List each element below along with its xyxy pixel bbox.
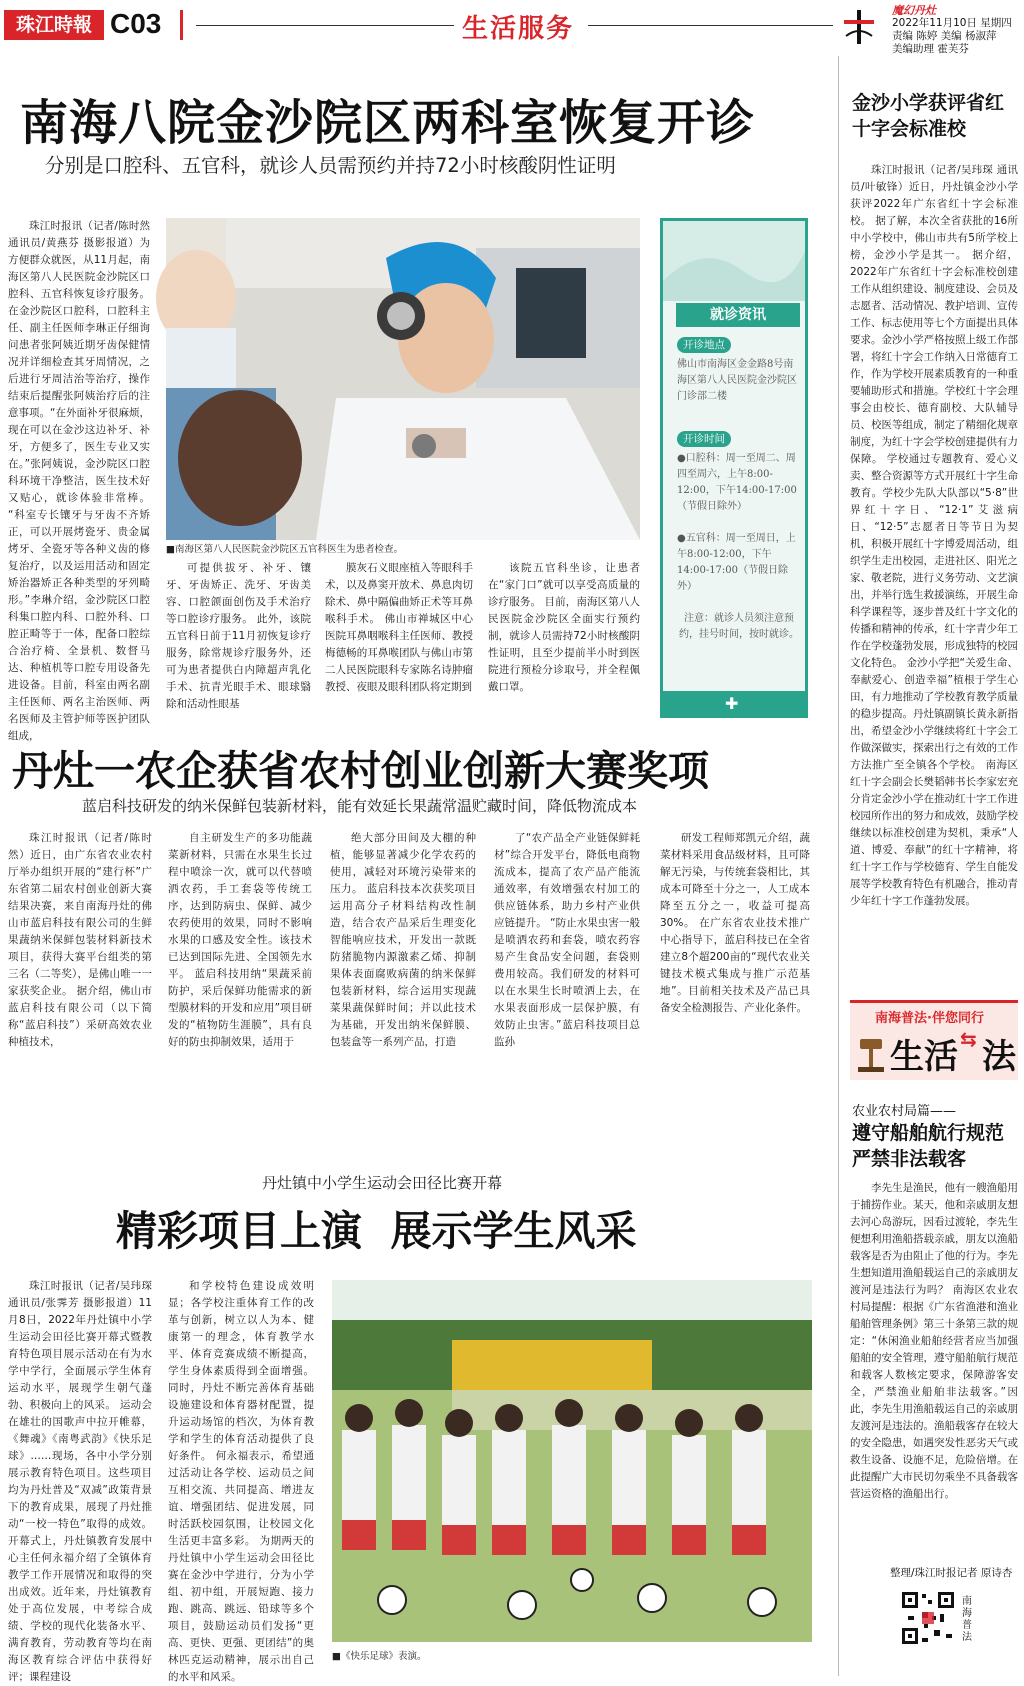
law-text: 李先生是渔民，他有一艘渔船用于捕捞作业。某天，他和亲戚朋友想去河心岛游玩，因看过渡轮，李先生便想利用渔船搭载亲戚，朋友以渔船载客是否为由阻止了他的行为。李先生想知道用渔船载运自己的亲戚朋友渡河是违法行为吗？ 南海区农业农村局提醒：根据《广东省渔港和渔业船舶管理条例》第三十条第三款的规定：“休闲渔业船舶经营者应当加强船舶的安全管理，遵守船舶航行规范和载客人数核定要求，保障游客安全，严禁渔业船舶非法载客。”因此，李先生用渔船载运自己的亲戚朋友渡河是违法的。渔船载客存在较大的安全隐患，如遇突发性恶劣天气或救生设备、设施不足，危险倍增。在此提醒广大市民切勿乘坐不具备载客营运资格的渔船出行。 <box>850 1182 1018 1500</box>
newspaper-logo: 珠江時報 <box>4 10 104 40</box>
masthead <box>0 0 1024 55</box>
law-banner <box>850 1000 1018 1080</box>
article3-column-2 <box>168 1278 314 1683</box>
assistant-credit: 美编助理 霍芙芬 <box>892 43 969 55</box>
qr-code-icon[interactable] <box>900 1590 956 1646</box>
article1-column-4 <box>488 560 640 720</box>
article2-column-3 <box>330 830 476 1075</box>
law-headline-box <box>852 1120 1017 1172</box>
gavel-icon <box>856 1033 886 1073</box>
article1-subheadline: 分别是口腔科、五官科，就诊人员需预约并持72小时核酸阴性证明 <box>45 154 616 177</box>
right-news-text: 珠江时报讯（记者/吴玮琛 通讯员/叶敏锋）近日，丹灶镇金沙小学获评2022年广东省红十字会标准校。 据了解，本次全省获批的16所中小学校中，佛山市共有5所学校上榜，金沙小学是其一。 据介绍，2022年广东省红十字会标准校创建工作从组织建设、制度建设、会员及志愿者、活动情况、教护培训、宣传工作、标志使用等七个方面提出具体要求。金沙小学严格按照上级工作部署，将红十字会工作纳入日常德育工作，作为学校开展素质教育的一种重要辅助形式和措施。学校红十字会理事会由校长、德育副校、大队辅导员、校医等组成，制定了精细化规章制度，为红十字会学校创建提供有力保障。 学校通过专题教育、爱心义卖、整合资源等方式开展红十字生命教育。学校少先队大队部以“5·8”世界红十字日、“12·1”艾滋病日、“12·5”志愿者日等节日为契机，积极开展红十字博爱周活动，组织学生走出校园，走进社区、阳光之家、敬老院，进行义务劳动、文艺演出，并举行选生救援演练，开展生命科学课程等，逐步普及红十字文化的传播和精神的传承，红十字青少年工作在学校蓬勃发展，形成独特的校园文化特色。 金沙小学把“关爱生命、奉献爱心、创造幸福”植根于学生心田，有力地推动了学校教育教学质量的稳步提高。丹灶镇副镇长黄永新指出，希望金沙小学继续将红十字会工作做深做实，探索出行之有效的工作方法推广至全镇各个学校。 南海区红十字会副会长樊韬韩书长李家宏充分肯定金沙小学在推动红十字工作进校园所作出的努力和成效，鼓励学校继续以标准校创建为契机，秉承“人道、博爱、奉献”的红十字精神，将红十字工作与学校德育、学生自能发展等学校教育特色有机融合，推动青少年红十字工作蓬勃发展。 <box>850 164 1018 907</box>
plus-icon: ✚ <box>725 694 739 713</box>
right-column-divider <box>838 56 839 1676</box>
law-banner-slogan: 南海普法·伴您同行 <box>875 1011 984 1026</box>
law-headline: 遵守船舶航行规范 严禁非法载客 <box>852 1122 1005 1170</box>
article1-headline: 南海八院金沙院区两科室恢复开诊 <box>20 95 756 151</box>
masthead-rule-right <box>588 25 833 26</box>
article3-col2-text: 和学校特色建设成效明显；各学校注重体育工作的改革与创新，树立以人为本、健康第一的理念，体育教学水平、体育竞赛成绩不断提高，学生身体素质得到全面增强。同时，丹灶不断完善体育基础设施建设和体育器材配置，提升运动场馆的档次，为体育教学和学生的体育活动提供了良好条件。 何永福表示，希望通过活动让各学校、运动员之间互相交流、共同提高、增进友谊、增强团结、促进发展，同时活跃校园氛围，让校园文化生活更丰富多彩。 为期两天的丹灶镇中小学生运动会田径比赛在金沙中学进行，分为小学组、初中组，开展短跑、接力跑、跳高、跳远、铅球等多个项目，鼓励运动员们发扬“更高、更快、更强、更团结”的奥林匹克运动精神，展示出自己的水平和风采。 <box>168 1280 314 1683</box>
law-body <box>850 1180 1018 1564</box>
brand-slogan: 魔幻丹灶 <box>892 4 936 17</box>
brand-mark-icon <box>838 6 880 48</box>
article1-col4-text: 该院五官科坐诊，让患者在“家门口”就可以享受高质量的诊疗服务。 目前，南海区第八人民医院金沙院区全面实行预约制，就诊人员需持72小时核酸阴性证明，且至少提前半小时到医院进行预检分诊取号，并全程佩戴口罩。 <box>488 562 640 693</box>
law-banner-title-1: 生活 <box>890 1037 958 1077</box>
info-tag-place: 开诊地点 <box>677 337 731 353</box>
article3-photo <box>332 1280 812 1642</box>
issue-date: 2022年11月10日 星期四 <box>892 17 1012 29</box>
article3-headline: 精彩项目上演 展示学生风采 <box>116 1207 637 1255</box>
article1-column-1 <box>8 218 150 742</box>
editor-credit: 责编 陈婷 美编 杨淑萍 <box>892 30 997 42</box>
article1-col2-text: 可提供拔牙、补牙、镶牙、牙齿矫正、洗牙、牙齿美容、口腔颌面创伤及手术治疗等口腔诊疗服务。 此外，该院五官科日前于11月初恢复诊疗服务，除常规诊疗服务外，还可为患者提供白内障超声乳化手术、抗青光眼手术、眼球翳除和活动性眼基 <box>166 562 311 710</box>
article2-col5-text: 研发工程师郑凯元介绍，蔬菜材料采用食品级材料，且可降解无污染，与传统套袋相比，其成本可降至十分之一，人工成本降至五分之一，收益可提高30%。 在广东省农业技术推广中心指导下，蓝启科技已在全省建立8个超200亩的“现代农业关键技术模式集成与推广示范基地”。目前相关技术及产品已具备安全检测报告、产业化条件。 <box>660 832 810 1014</box>
info-time-ent: ●五官科：周一至周日，上午8:00-12:00，下午14:00-17:00（节假日除外） <box>677 533 796 592</box>
article2-subheadline: 蓝启科技研发的纳米保鲜包装新材料，能有效延长果蔬常温贮藏时间，降低物流成本 <box>82 797 638 815</box>
info-note: 注意：就诊人员须注意预约，挂号时间，按时就诊。 <box>679 613 799 640</box>
info-place-text: 佛山市南海区金金路8号南海区第八人民医院金沙院区门诊部二楼 <box>677 359 797 402</box>
masthead-red-bar <box>180 10 183 40</box>
article2-column-5 <box>660 830 810 1075</box>
law-credit: 整理/珠江时报记者 原诗杏 <box>890 1567 1013 1579</box>
section-title: 生活服务 <box>462 14 575 44</box>
article3-photo-caption: ■《快乐足球》表演。 <box>332 1651 427 1662</box>
article2-headline: 丹灶一农企获省农村创业创新大赛奖项 <box>12 747 709 795</box>
article3-col1-text: 珠江时报讯（记者/吴玮琛 通讯员/张霁芳 摄影报道）11月8日，2022年丹灶镇中小学生运动会田径比赛开幕式暨教育特色项目展示活动在有为水学中学行，全面展示学生体育运动水平，展现学生朝气蓬勃、积极向上的风采。 运动会在雄壮的国歌声中拉开帷幕，《舞魂》《南粤武韵》《快乐足球》……现场，各中小学分别展示教育特色项目。这些项目均为丹灶普及“双减”政策背景下的教育成果，展现了丹灶推动“一校一特色”取得的成效。 开幕式上，丹灶镇教育发展中心主任何永福介绍了全镇体育教学工作开展情况和取得的突出成效。近年来，丹灶镇教育处于高位发展，中考综合成绩、学校的现代化装备水平、满育教育，劳动教育等均在南海区教育综合评估中获得好评；课程建设 <box>8 1280 152 1683</box>
law-kicker: 农业农村局篇—— <box>852 1104 957 1119</box>
right-news-headline: 金沙小学获评省红十字会标准校 <box>852 92 1005 140</box>
article1-column-3 <box>325 560 473 720</box>
masthead-meta <box>892 4 1012 56</box>
info-box-footer <box>663 691 805 715</box>
info-box <box>660 218 808 718</box>
article1-photo <box>166 218 640 540</box>
qr-label: 南海普法 <box>962 1596 972 1643</box>
right-news-headline-box <box>852 90 1017 142</box>
info-tag-time: 开诊时间 <box>677 431 731 447</box>
article3-column-1 <box>8 1278 152 1683</box>
article2-col1-text: 珠江时报讯（记者/陈时然）近日，由广东省农业农村厅举办组织开展的“建行杯”广东省第二届农村创业创新大赛结果决赛，来自南海丹灶的佛山市蓝启科技有限公司的生鲜果蔬纳米保鲜包装材料新技术项目，获得大赛平台组类的第三名（二等奖），是佛山唯一一家获奖企业。 据介绍，佛山市蓝启科技有限公司（以下简称“蓝启科技”）采研高效农业种植技术， <box>8 832 152 1048</box>
info-time-oral: ●口腔科：周一至周二、周四至周六，上午8:00-12:00，下午14:00-17:00（节假日除外） <box>677 453 797 512</box>
arrow-icon: ⇆ <box>960 1027 977 1051</box>
article2-column-4 <box>494 830 640 1075</box>
info-box-title: 就诊资讯 <box>676 303 800 327</box>
article2-column-1 <box>8 830 152 1075</box>
article1-photo-caption: ■南海区第八人民医院金沙院区五官科医生为患者检查。 <box>166 544 403 555</box>
article2-col2-text: 自主研发生产的多功能蔬菜新材料，只需在水果生长过程中喷涂一次，就可以代替喷洒农药，手工套袋等传统工序，达到防病虫、保鲜、减少农药使用的效果，同时不影响水果的口感及安全性。该技术已达到国际先进、全国领先水平。 蓝启科技用纳“果蔬采前防护，采后保鲜功能需求的新型膜材料的开发和应用”项目研发的“植物防生涯膜”，具有良好的防虫抑制效果，适用于 <box>168 832 312 1048</box>
article1-column-2 <box>166 560 311 720</box>
article1-col3-text: 膜灰石义眼座植入等眼科手术，以及鼻窦开放术、鼻息肉切除术、鼻中隔偏曲矫正术等耳鼻喉科手术。 佛山市禅城区中心医院耳鼻咽喉科主任医师、教授梅德畅的耳鼻喉团队与佛山市第二人民医院眼科专家陈名诗肿瘤教授、夜眼及眼科团队将定期到 <box>325 562 473 693</box>
masthead-rule-left <box>196 25 454 26</box>
article2-column-2 <box>168 830 312 1075</box>
right-news-body <box>850 162 1018 952</box>
article2-col3-text: 绝大部分田间及大棚的种植，能够显著减少化学农药的使用，减轻对环境污染带来的压力。 蓝启科技本次获奖项目运用高分子材料结构改性制造，结合农产品采后生理变化智能响应技术，开发出一款既防猪脆物内源激素乙烯、抑制果体表面腐败病菌的纳米保鲜包装新材料，综合运用实现蔬菜果蔬保鲜时间；并以此技术为基础，开发出纳米保鲜膜、包装盒等一系列产品，打造 <box>330 832 476 1048</box>
article2-col4-text: 了“农产品全产业链保鲜耗材”综合开发平台，降低电商物流成本，提高了农产品产能流通效率，有效增强农村加工的供应链体系，助力乡村产业供应链提升。 “防止水果虫害一般是喷洒农药和套袋，喷农药容易产生食品安全问题，套袋则费用较高。我们研发的材料可以在水果生长时喷洒上去，在水果表面形成一层保护膜，有效防止虫害。”蓝启科技项目总监孙 <box>494 832 640 1048</box>
info-box-header-icon <box>663 221 805 301</box>
law-banner-title-2: 法 <box>982 1037 1016 1077</box>
page-number: C03 <box>110 8 162 39</box>
article3-kicker: 丹灶镇中小学生运动会田径比赛开幕 <box>262 1174 503 1192</box>
article1-col1-text: 珠江时报讯（记者/陈时然 通讯员/黄燕芬 摄影报道）为方便群众就医，从11月起，南海区第八人民医院金沙院区口腔科、五官科恢复诊疗服务。 在金沙院区口腔科，口腔科主任、副主任医师李琳正仔细询问患者张阿姨近期牙齿保健情况并详细检查其牙周情况，之后进行牙周洁治等治疗，操作结束后提醒张阿姨治疗后的注意事项。“在外面补牙很麻烦，现在可以在金沙这边补牙、补牙，方便多了，医生专业又实在。”张阿姨说，金沙院区口腔科环境干净整洁，医生技术好又贴心，就诊体验非常棒。 “科室专长镶牙与牙齿不齐矫正，可以开展烤瓷牙、贵金属烤牙、全瓷牙等各种义齿的修复治疗，以及运用活动和固定矫治器矫正各种类型的牙列畸形。”李琳介绍，金沙院区口腔科集口腔内科、口腔外科、口腔正畸等于一体，配备口腔综合治疗椅、全景机、数督马达、种植机等口腔专用设备先进设备。目前，科室由两名副主任医师、两名主治医师、两名医师及主管护师等医护团队组成， <box>8 220 150 742</box>
